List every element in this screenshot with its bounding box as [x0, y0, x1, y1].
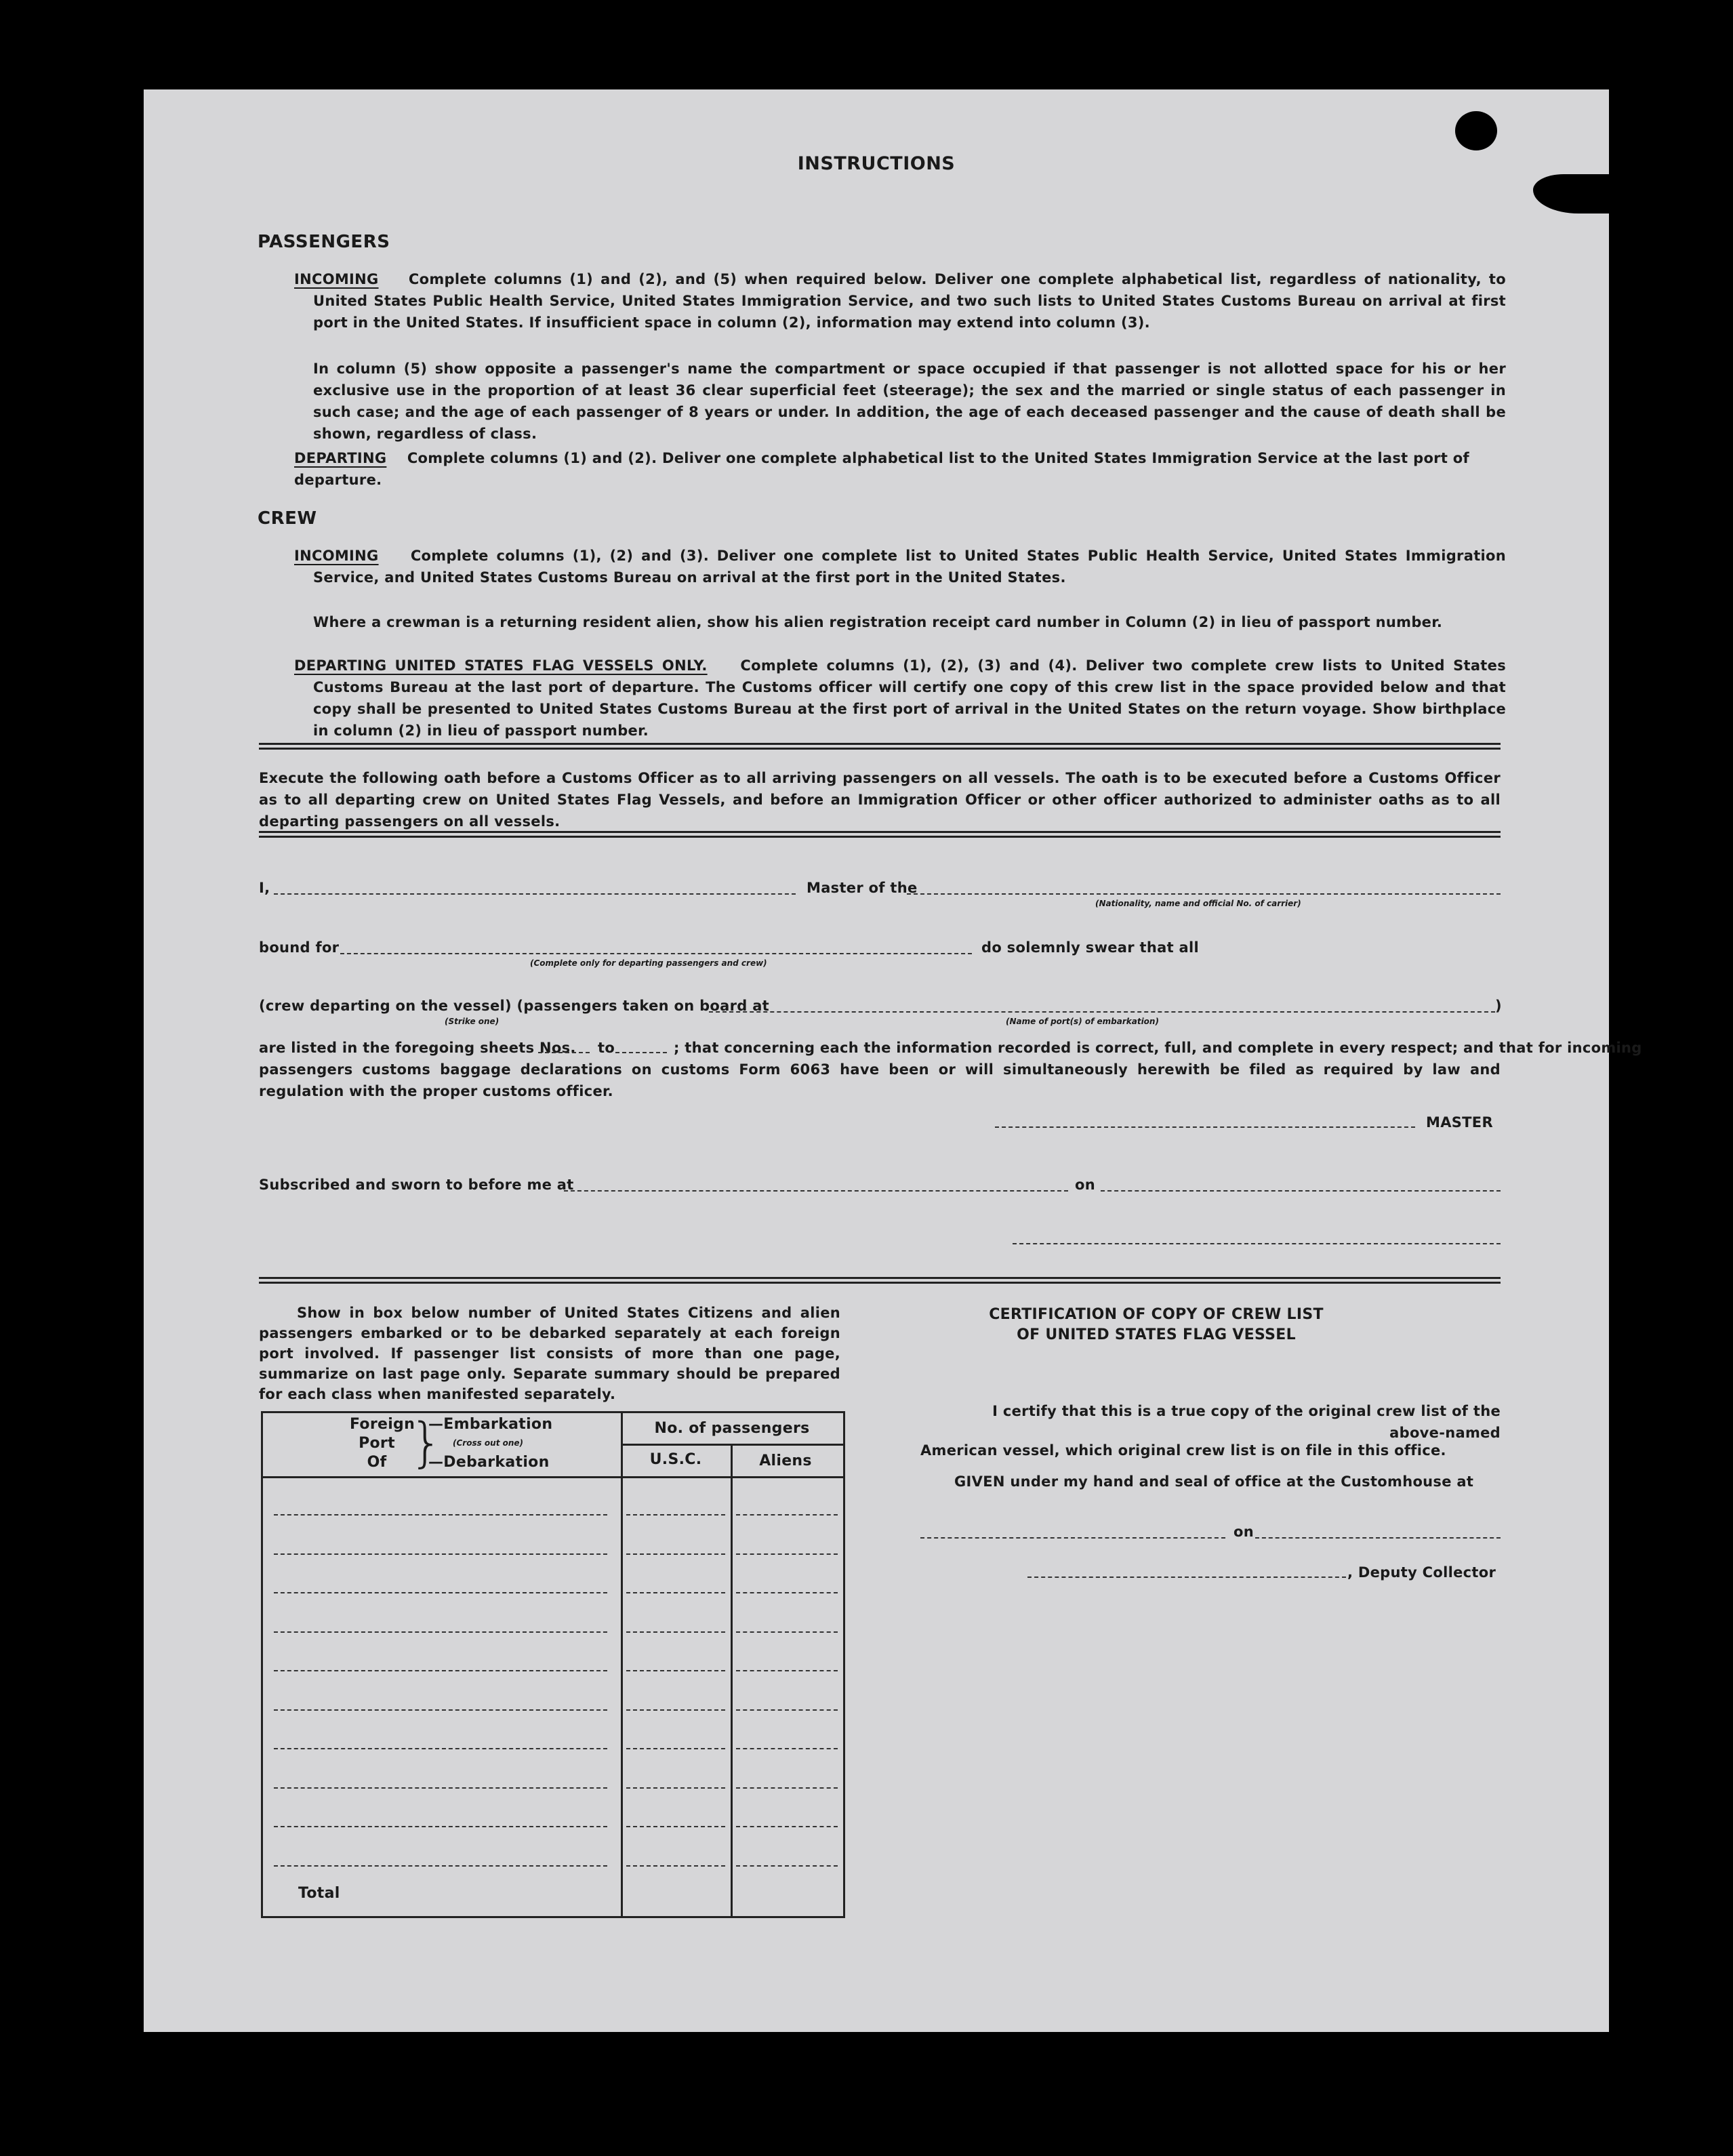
crew-resident-paragraph: Where a crewman is a returning resident alien, show his alien registration receipt card number in Column (2) in lieu of passport number.	[313, 614, 1443, 630]
usc-count-field[interactable]	[626, 1826, 725, 1827]
aliens-count-field[interactable]	[736, 1709, 838, 1711]
aliens-count-field[interactable]	[736, 1826, 838, 1827]
foreign-label: Foreign	[350, 1416, 415, 1433]
port-entry-field[interactable]	[274, 1514, 607, 1516]
cert-date-field[interactable]	[1255, 1537, 1501, 1539]
oath-master-of-label: Master of the	[807, 880, 918, 896]
cert-on-label: on	[1234, 1524, 1254, 1540]
sheet-to-field[interactable]	[615, 1052, 667, 1053]
section-divider	[259, 831, 1501, 838]
no-passengers-header: No. of passengers	[654, 1420, 810, 1437]
debarkation-label: —Debarkation	[428, 1454, 550, 1471]
nationality-note: (Nationality, name and official No. of carrier)	[1095, 899, 1301, 908]
aliens-count-field[interactable]	[736, 1553, 838, 1555]
crew-departing-label: DEPARTING UNITED STATES FLAG VESSELS ONLY.	[294, 657, 708, 674]
master-label: MASTER	[1426, 1114, 1493, 1131]
bound-for-field[interactable]	[340, 953, 972, 954]
crew-departing-text: Complete columns (1), (2), (3) and (4). Deliver two complete crew lists to United States Customs Bureau at the last port of departure. The Customs officer will certify one copy of this crew list in the space provided below and that copy shall be presented to United States Customs Bureau at the first port of arrival in the United States on the return voyage. Show birthplace in column (2) in lieu of passport number.	[313, 657, 1506, 739]
carrier-field[interactable]	[907, 893, 1501, 895]
sworn-place-field[interactable]	[564, 1190, 1068, 1192]
master-signature-field[interactable]	[995, 1126, 1415, 1128]
port-entry-field[interactable]	[274, 1748, 607, 1749]
crew-departing-paragraph	[294, 655, 1506, 741]
oath-i-label: I,	[259, 880, 270, 896]
officer-signature-field[interactable]	[1013, 1243, 1501, 1244]
passengers-departing-paragraph	[294, 447, 1506, 491]
passengers-incoming-paragraph	[294, 268, 1506, 333]
oath-listed-to-label: to	[598, 1040, 615, 1056]
summary-intro-paragraph: Show in box below number of United States Citizens and alien passengers embarked or to be debarked separately at each foreign port involved. If passenger list consists of more than one page, summarize on last page only. Separate summary should be prepared for each class when manifested separately.	[259, 1305, 840, 1402]
ink-blot-mark	[1533, 174, 1609, 213]
aliens-count-field[interactable]	[736, 1670, 838, 1671]
ports-note: (Name of port(s) of embarkation)	[1006, 1017, 1159, 1026]
sworn-date-field[interactable]	[1101, 1190, 1501, 1192]
subscribed-label: Subscribed and sworn to before me at	[259, 1177, 574, 1193]
aliens-count-field[interactable]	[736, 1748, 838, 1749]
certify-line-2: American vessel, which original crew list is on file in this office.	[920, 1442, 1446, 1459]
aliens-header: Aliens	[759, 1452, 812, 1469]
usc-count-field[interactable]	[626, 1748, 725, 1749]
usc-count-field[interactable]	[626, 1787, 725, 1789]
master-name-field[interactable]	[274, 893, 796, 895]
embarkation-label: —Embarkation	[428, 1416, 553, 1433]
given-line: GIVEN under my hand and seal of office at the Customhouse at	[954, 1473, 1474, 1490]
crew-incoming-label: INCOMING	[294, 548, 379, 564]
port-entry-field[interactable]	[274, 1826, 607, 1827]
deputy-collector-label: , Deputy Collector	[1347, 1564, 1496, 1581]
brace-icon: }	[409, 1412, 443, 1473]
usc-count-field[interactable]	[626, 1592, 725, 1593]
certify-line-1: I certify that this is a true copy of the original crew list of the above-named	[992, 1403, 1501, 1441]
certification-title-line-1: CERTIFICATION OF COPY OF CREW LIST	[989, 1306, 1324, 1323]
aliens-count-field[interactable]	[736, 1787, 838, 1789]
aliens-count-field[interactable]	[736, 1592, 838, 1593]
oath-baggage-paragraph: passengers customs baggage declarations on customs Form 6063 have been or will simultaneously herewith be filed as required by law and regulation with the proper customs officer.	[259, 1061, 1501, 1099]
table-column-divider	[621, 1411, 623, 1916]
passengers-departing-label: DEPARTING	[294, 450, 387, 466]
port-entry-field[interactable]	[274, 1787, 607, 1789]
passenger-summary-table	[261, 1411, 845, 1918]
oath-crew-departing-text: (crew departing on the vessel) (passengers taken on board at	[259, 998, 770, 1014]
customhouse-field[interactable]	[920, 1537, 1225, 1539]
certification-title-line-2: OF UNITED STATES FLAG VESSEL	[1017, 1326, 1296, 1343]
oath-swear-text: do solemnly swear that all	[981, 939, 1200, 956]
aliens-count-field[interactable]	[736, 1514, 838, 1516]
section-divider	[259, 1277, 1501, 1284]
port-label: Port	[359, 1435, 395, 1452]
page-title: INSTRUCTIONS	[797, 153, 956, 174]
oath-bound-for-label: bound for	[259, 939, 340, 956]
table-header-bottom	[261, 1476, 843, 1478]
passengers-heading: PASSENGERS	[258, 232, 390, 252]
complete-only-note: (Complete only for departing passengers and crew)	[530, 958, 767, 968]
usc-count-field[interactable]	[626, 1670, 725, 1671]
crew-heading: CREW	[258, 508, 317, 529]
section-divider	[259, 743, 1501, 750]
oath-close-paren: )	[1495, 998, 1502, 1014]
port-entry-field[interactable]	[274, 1631, 607, 1633]
aliens-count-field[interactable]	[736, 1865, 838, 1867]
usc-count-field[interactable]	[626, 1514, 725, 1516]
oath-intro-paragraph: Execute the following oath before a Customs Officer as to all arriving passengers on all vessels. The oath is to be executed before a Customs Officer as to all departing crew on United States Flag Vessels, and before an Immigration Officer or other officer authorized to administer oaths as to all departing passengers on all vessels.	[259, 770, 1501, 830]
oath-listed-label: are listed in the foregoing sheets Nos.	[259, 1040, 576, 1056]
table-column-divider	[731, 1444, 733, 1916]
sworn-on-label: on	[1075, 1177, 1095, 1193]
passengers-incoming-label: INCOMING	[294, 271, 379, 287]
crew-incoming-paragraph	[294, 545, 1506, 588]
crew-incoming-text: Complete columns (1), (2) and (3). Deliver one complete list to United States Public Health Service, United States Immigration Service, and United States Customs Bureau on arrival at the first port in the United States.	[313, 548, 1507, 586]
cross-out-note: (Cross out one)	[453, 1438, 524, 1448]
table-header-divider	[621, 1444, 843, 1446]
port-entry-field[interactable]	[274, 1553, 607, 1555]
usc-count-field[interactable]	[626, 1865, 725, 1867]
form-sheet	[144, 89, 1642, 2032]
oath-listed-rest: ; that concerning each the information recorded is correct, full, and complete in every respect; and that for incoming	[674, 1040, 1642, 1056]
passengers-incoming-text: Complete columns (1) and (2), and (5) when required below. Deliver one complete alphabetical list, regardless of nationality, to United States Public Health Service, United States Immigration Service, and two such lists to United States Customs Bureau on arrival at first port in the United States. If insufficient space in column (2), information may extend into column (3).	[313, 271, 1506, 331]
deputy-collector-signature-field[interactable]	[1027, 1577, 1346, 1578]
usc-count-field[interactable]	[626, 1553, 725, 1555]
port-entry-field[interactable]	[274, 1709, 607, 1711]
embarkation-ports-field[interactable]	[709, 1011, 1495, 1013]
passengers-column5-paragraph: In column (5) show opposite a passenger's name the compartment or space occupied if that passenger is not allotted space for his or her exclusive use in the proportion of at least 36 clear superficial feet (steerage); the sex and the married or single status of each passenger in such case; and the age of each passenger of 8 years or under. In addition, the age of each deceased passenger and the cause of death shall be shown, regardless of class.	[313, 361, 1506, 442]
usc-count-field[interactable]	[626, 1631, 725, 1633]
aliens-count-field[interactable]	[736, 1631, 838, 1633]
usc-header: U.S.C.	[649, 1451, 702, 1468]
sheet-from-field[interactable]	[538, 1052, 590, 1053]
strike-one-note: (Strike one)	[445, 1017, 499, 1026]
port-entry-field[interactable]	[274, 1670, 607, 1671]
of-label: Of	[367, 1454, 387, 1471]
passengers-departing-text: Complete columns (1) and (2). Deliver one complete alphabetical list to the United States Immigration Service at the last port of departure.	[294, 450, 1469, 488]
port-entry-field[interactable]	[274, 1592, 607, 1593]
port-entry-field[interactable]	[274, 1865, 607, 1867]
total-label: Total	[298, 1885, 340, 1902]
ink-blot-mark	[1455, 111, 1497, 150]
usc-count-field[interactable]	[626, 1709, 725, 1711]
